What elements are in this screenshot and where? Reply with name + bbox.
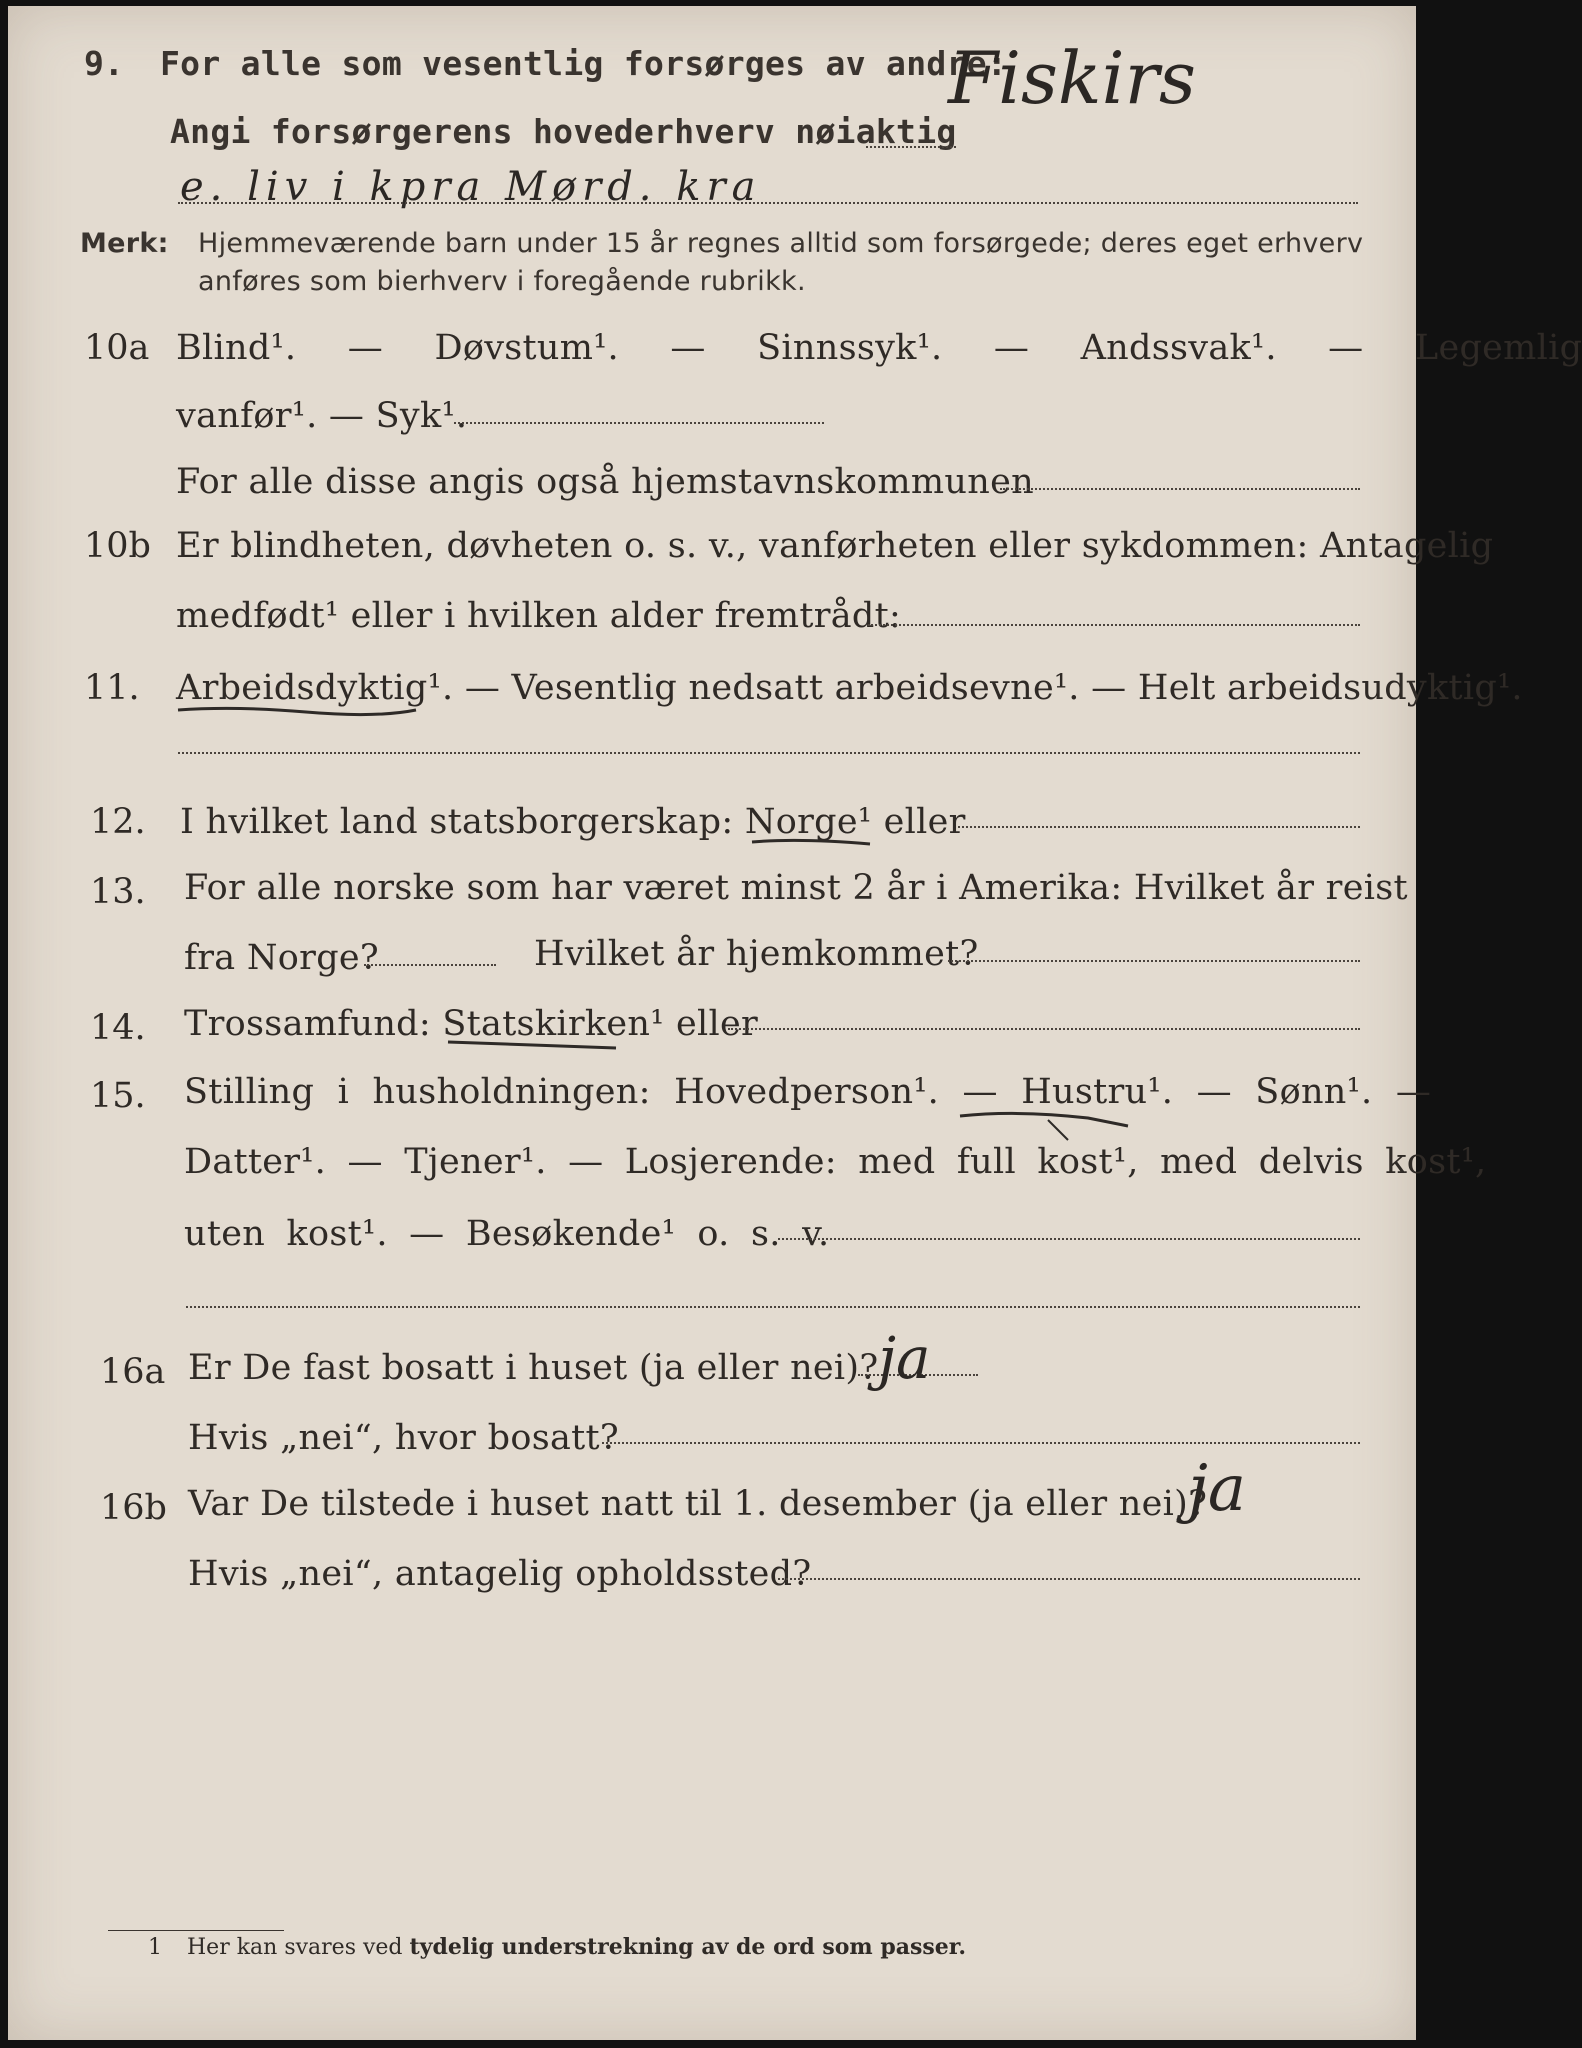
q10b-answer-line [868,624,1360,626]
q12-underline-mark [750,836,880,856]
q11-number: 11. [84,668,140,708]
footnote-text [148,1934,966,1960]
q16b-stay-line [778,1578,1360,1580]
q11-underline-mark [176,702,426,722]
merk-line-2: anføres som bierhverv i foregående rubrikk. [198,266,806,297]
footnote-number: 1 [148,1935,162,1960]
q14-underline-mark [446,1038,626,1058]
q15-underline-mark [958,1106,1138,1146]
q10a-line-2: vanfør¹. — Syk¹. [176,396,468,436]
q13-line-2b: Hvilket år hjemkommet? [534,934,979,974]
q9-text: For alle som vesentlig forsørges av andre: [160,44,1008,83]
q13-departure-line [364,964,496,966]
merk-line-1: Hjemmeværende barn under 15 år regnes alltid som forsørgede; deres eget erhverv [198,228,1364,259]
merk-label: Merk: [80,228,169,259]
q15-line-2: Datter¹. — Tjener¹. — Losjerende: med full kost¹, med delvis kost¹, [184,1142,1487,1182]
q16b-line-1: Var De tilstede i huset natt til 1. desember (ja eller nei)? [188,1484,1208,1524]
q11-answer-line [178,752,1360,754]
q14-line: Trossamfund: Statskirken¹ eller [184,1004,759,1044]
q11-line-1: Arbeidsdyktig¹. — Vesentlig nedsatt arbeidsevne¹. — Helt arbeidsudyktig¹. [176,668,1523,708]
q12-answer-line [958,826,1360,828]
q16a-number: 16a [100,1352,166,1392]
footnote-rule [108,1930,284,1931]
q13-return-line [948,960,1360,962]
q16a-where-line [602,1442,1360,1444]
footnote-plain: Her kan svares ved [187,1935,410,1960]
q15-number: 15. [90,1076,146,1116]
q15-answer-line [778,1238,1360,1240]
q15-extra-line [186,1306,1360,1308]
q14-number: 14. [90,1008,146,1048]
q14-answer-line [728,1028,1360,1030]
q12-line: I hvilket land statsborgerskap: Norge¹ eller [180,802,966,842]
q10a-number: 10a [84,328,150,368]
form-page [8,6,1582,2040]
q10a-line-3: For alle disse angis også hjemstavnskommunen [176,462,1034,502]
q9-handwritten-answer-2: e. liv i kpra Mørd. kra [180,164,762,210]
q10b-line-1: Er blindheten, døvheten o. s. v., vanførheten eller sykdommen: Antagelig [176,526,1494,566]
q13-number: 13. [90,872,146,912]
q10a-answer-line [454,422,824,424]
q16b-handwritten-answer: ja [1188,1452,1246,1526]
q15-line-1: Stilling i husholdningen: Hovedperson¹. — Hustru¹. — Sønn¹. — [184,1072,1432,1112]
q16b-number: 16b [100,1488,167,1528]
q16a-handwritten-answer: ja [878,1324,931,1392]
q16a-line-1: Er De fast bosatt i huset (ja eller nei)? [188,1348,879,1388]
q10b-number: 10b [84,526,151,566]
q12-number: 12. [90,802,146,842]
q10a-line-1: Blind¹. — Døvstum¹. — Sinnssyk¹. — Andssvak¹. — Legemlig [176,328,1582,368]
q9-handwritten-answer: Fiskirs [948,36,1196,120]
q15-line-3: uten kost¹. — Besøkende¹ o. s. v. [184,1214,830,1254]
q10a-home-line [1000,488,1360,490]
q9-subtext: Angi forsørgerens hovederhverv nøiaktig [170,112,957,151]
q13-line-2a: fra Norge? [184,938,379,978]
q16b-line-2: Hvis „nei“, antagelig opholdssted? [188,1554,812,1594]
q16a-line-2: Hvis „nei“, hvor bosatt? [188,1418,619,1458]
q9-answer-line [866,146,956,148]
q9-second-line [178,202,1358,204]
q10b-line-2: medfødt¹ eller i hvilken alder fremtrådt: [176,596,902,636]
footnote-bold: tydelig understrekning av de ord som passer. [409,1934,967,1960]
q13-line-1: For alle norske som har været minst 2 år i Amerika: Hvilket år reist [184,868,1408,908]
q9-number: 9. [84,44,124,83]
